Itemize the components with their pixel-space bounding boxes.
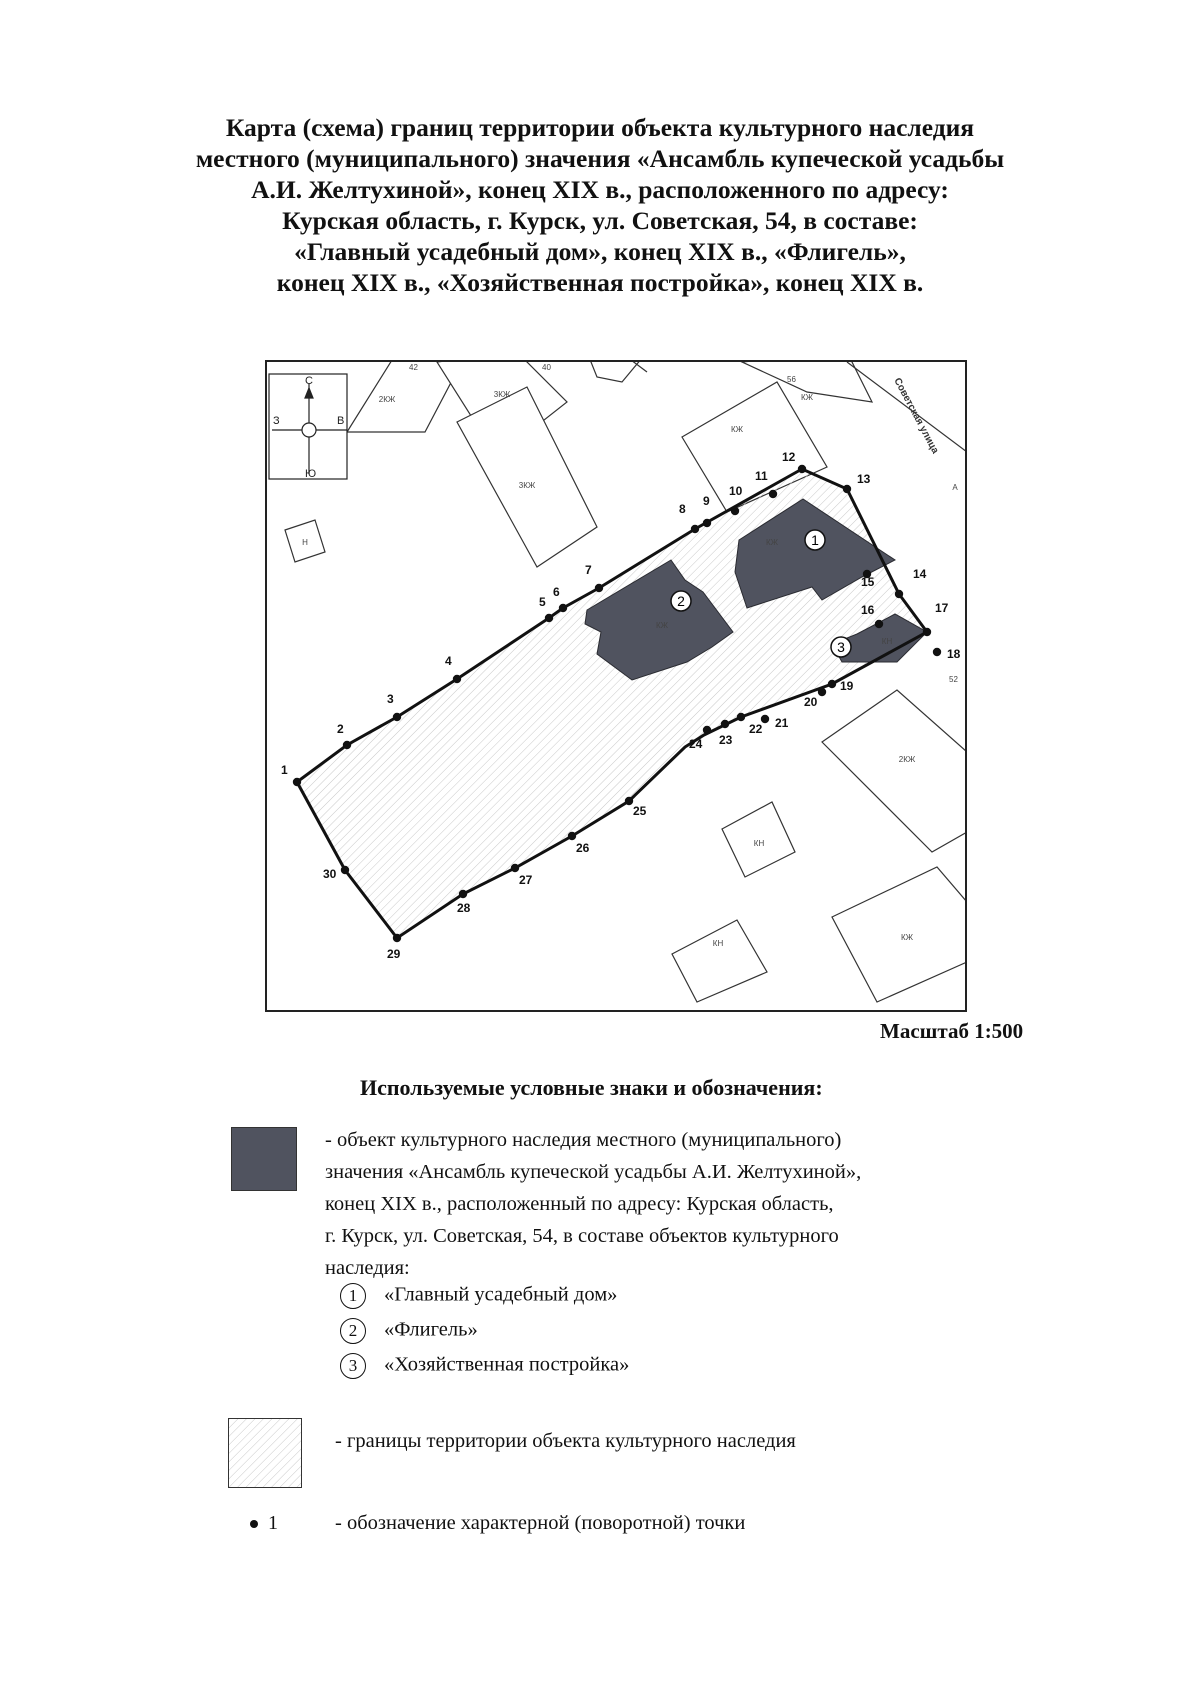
boundary-point-dot	[843, 485, 851, 493]
boundary-point-dot	[933, 648, 941, 656]
building-label: КЖ	[800, 393, 814, 402]
legend-line: конец XIX в., расположенный по адресу: Курская область,	[325, 1193, 834, 1215]
boundary-point-label: 20	[804, 695, 818, 709]
boundary-point-dot	[341, 866, 349, 874]
boundary-point-label: 3	[387, 692, 394, 706]
boundary-point-label: 30	[323, 867, 337, 881]
building-label: КЖ	[765, 538, 779, 547]
object-number-2: 2	[677, 593, 685, 609]
boundary-point-label: 25	[633, 804, 647, 818]
boundary-point-dot	[393, 934, 401, 942]
building-label: Н	[302, 538, 308, 547]
legend-point-text: - обозначение характерной (поворотной) точки	[335, 1512, 746, 1534]
building-label: КН	[753, 839, 765, 848]
boundary-point-label: 2	[337, 722, 344, 736]
boundary-point-label: 22	[749, 722, 763, 736]
boundary-point-label: 8	[679, 502, 686, 516]
boundary-point-label: 19	[840, 679, 854, 693]
boundary-point-label: 4	[445, 654, 452, 668]
building-label: А	[952, 483, 958, 492]
house-number: 56	[787, 375, 796, 384]
legend-boundary-text: - границы территории объекта культурного наследия	[335, 1430, 796, 1452]
legend-swatch-boundary	[228, 1418, 302, 1488]
legend-item-label: «Флигель»	[384, 1318, 478, 1341]
boundary-point-label: 24	[689, 737, 703, 751]
boundary-point-dot	[559, 604, 567, 612]
boundary-point-dot	[721, 720, 729, 728]
title-line: А.И. Желтухиной», конец XIX в., расположенного по адресу:	[251, 175, 949, 204]
boundary-point-label: 6	[553, 585, 560, 599]
boundary-point-dot	[625, 797, 633, 805]
boundary-point-dot	[828, 680, 836, 688]
boundary-point-dot	[293, 778, 301, 786]
boundary-point-dot	[568, 832, 576, 840]
building-outline	[672, 920, 767, 1002]
boundary-point-dot	[703, 519, 711, 527]
legend-title: Используемые условные знаки и обозначения:	[360, 1075, 823, 1100]
map-scheme	[265, 360, 967, 1012]
legend-item-main-house	[340, 1283, 617, 1309]
point-sample-label: 1	[268, 1512, 278, 1534]
title-line: конец XIX в., «Хозяйственная постройка», конец XIX в.	[276, 268, 924, 297]
house-number: 40	[542, 363, 551, 372]
boundary-point-dot	[511, 864, 519, 872]
boundary-point-dot	[769, 490, 777, 498]
boundary-point-dot	[798, 465, 806, 473]
legend-heritage-text	[325, 1124, 998, 1284]
building-label: КН	[881, 637, 893, 646]
object-number-3: 3	[837, 639, 845, 655]
boundary-point-label: 17	[935, 601, 949, 615]
legend-line: - объект культурного наследия местного (муниципального)	[325, 1129, 842, 1151]
boundary-point-label: 5	[539, 595, 546, 609]
boundary-point-label: 10	[729, 484, 743, 498]
building-label: КН	[712, 939, 724, 948]
boundary-point-dot	[393, 713, 401, 721]
building-outline	[457, 387, 597, 567]
boundary-point-dot	[875, 620, 883, 628]
boundary-point-dot	[923, 628, 931, 636]
title-line: местного (муниципального) значения «Ансамбль купеческой усадьбы	[195, 144, 1005, 173]
boundary-point-label: 1	[281, 763, 288, 777]
legend-point-sample	[250, 1512, 278, 1535]
boundary-point-dot	[453, 675, 461, 683]
boundary-point-dot	[545, 614, 553, 622]
house-number: 42	[409, 363, 418, 372]
boundary-point-label: 28	[457, 901, 471, 915]
compass-east: В	[337, 415, 345, 427]
compass-south: Ю	[305, 468, 317, 480]
title-line: Курская область, г. Курск, ул. Советская, 54, в составе:	[282, 206, 918, 235]
boundary-point-dot	[895, 590, 903, 598]
compass-north: С	[305, 375, 313, 387]
legend-item-number: 2	[340, 1318, 366, 1344]
map-title	[120, 112, 1080, 298]
boundary-point-dot	[691, 525, 699, 533]
boundary-point-label: 29	[387, 947, 401, 961]
building-label: 3КЖ	[493, 390, 511, 399]
building-label: 2КЖ	[898, 755, 916, 764]
boundary-point-dot	[595, 584, 603, 592]
map-scale: Масштаб 1:500	[880, 1019, 1024, 1043]
map-drawing	[267, 362, 965, 1010]
boundary-point-dot	[459, 890, 467, 898]
object-number-1: 1	[811, 532, 819, 548]
building-outline	[832, 867, 965, 1002]
boundary-point-dot	[818, 688, 826, 696]
street-label: Советская улица	[891, 376, 941, 456]
boundary-point-label: 15	[861, 575, 875, 589]
building-label: КЖ	[730, 425, 744, 434]
boundary-point-dot	[343, 741, 351, 749]
boundary-point-label: 23	[719, 733, 733, 747]
compass-rose	[269, 374, 347, 480]
boundary-point-label: 12	[782, 450, 796, 464]
legend-line: значения «Ансамбль купеческой усадьбы А.И. Желтухиной»,	[325, 1161, 862, 1183]
building-label: КЖ	[655, 621, 669, 630]
point-dot-icon	[250, 1520, 258, 1528]
building-label: КЖ	[900, 933, 914, 942]
boundary-point-label: 18	[947, 647, 961, 661]
legend-line: наследия:	[325, 1257, 410, 1279]
boundary-point-label: 26	[576, 841, 590, 855]
house-number: 52	[949, 675, 958, 684]
legend-item-number: 1	[340, 1283, 366, 1309]
boundary-point-dot	[737, 713, 745, 721]
boundary-point-label: 16	[861, 603, 875, 617]
title-line: Карта (схема) границ территории объекта культурного наследия	[225, 113, 975, 142]
legend-item-outbuilding	[340, 1318, 478, 1344]
legend-item-label: «Главный усадебный дом»	[384, 1283, 618, 1306]
legend-item-utility	[340, 1353, 629, 1379]
boundary-point-dot	[731, 507, 739, 515]
legend-line: г. Курск, ул. Советская, 54, в составе объектов культурного	[325, 1225, 839, 1247]
boundary-point-label: 7	[585, 563, 592, 577]
compass-west: З	[273, 415, 280, 427]
boundary-point-label: 14	[913, 567, 927, 581]
building-label: 3КЖ	[518, 481, 536, 490]
boundary-point-dot	[703, 726, 711, 734]
boundary-point-label: 21	[775, 716, 789, 730]
legend-swatch-heritage	[231, 1127, 297, 1191]
boundary-point-label: 27	[519, 873, 533, 887]
legend-item-label: «Хозяйственная постройка»	[384, 1353, 630, 1376]
boundary-point-label: 13	[857, 472, 871, 486]
legend-item-number: 3	[340, 1353, 366, 1379]
building-label: 2КЖ	[378, 395, 396, 404]
boundary-point-label: 11	[755, 469, 768, 483]
boundary-point-label: 9	[703, 494, 710, 508]
building-outline	[822, 690, 965, 852]
title-line: «Главный усадебный дом», конец XIX в., «Флигель»,	[294, 237, 906, 266]
